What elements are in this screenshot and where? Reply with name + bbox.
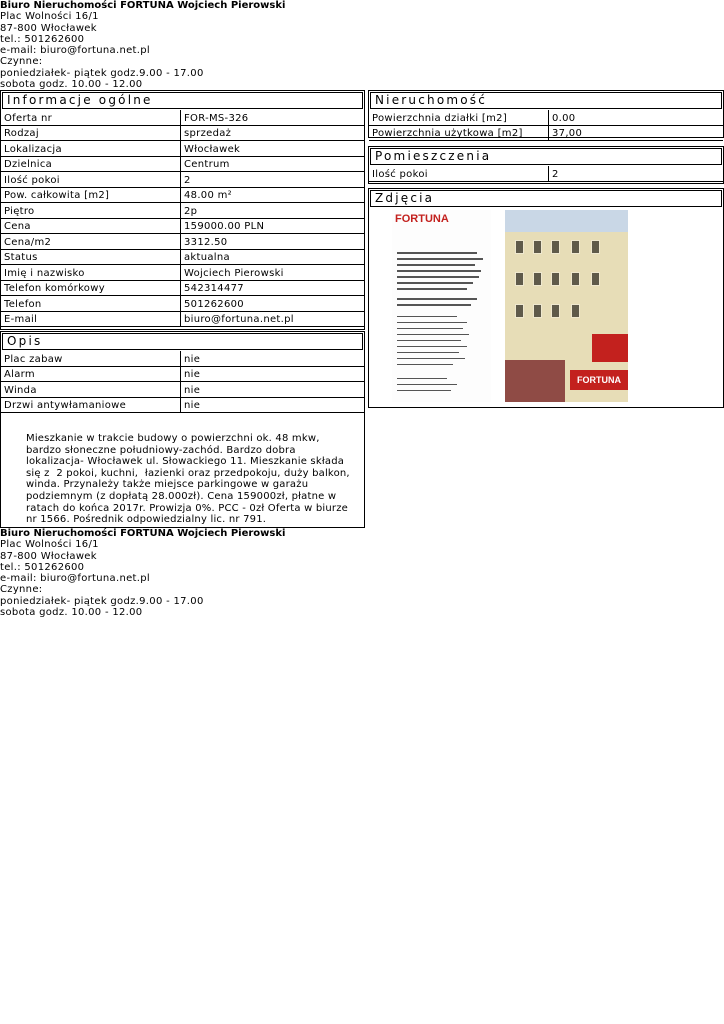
row-label: Cena	[1, 219, 181, 235]
row-label: Telefon komórkowy	[1, 281, 181, 297]
row-value: Wojciech Pierowski	[181, 265, 364, 281]
row-value: 2	[181, 172, 364, 188]
table-row	[1, 126, 364, 142]
property-section	[368, 90, 724, 138]
row-value: 3312.50	[181, 234, 364, 250]
description-section	[0, 331, 365, 528]
row-value: 2p	[181, 203, 364, 219]
general-info-section	[0, 90, 365, 330]
window	[591, 240, 600, 254]
row-value: Centrum	[181, 157, 364, 173]
agency-header	[0, 0, 285, 90]
table-row	[1, 110, 364, 126]
table-row	[1, 312, 364, 328]
building-photo[interactable]	[505, 210, 628, 402]
row-value: aktualna	[181, 250, 364, 266]
agency-address-line1: Plac Wolności 16/1	[0, 11, 99, 23]
row-value: 48.00 m²	[181, 188, 364, 204]
table-row	[369, 166, 723, 182]
agency-address-line2: 87-800 Włocławek	[0, 550, 97, 562]
agency-footer	[0, 528, 285, 618]
row-value: 159000.00 PLN	[181, 219, 364, 235]
rooms-table	[369, 166, 723, 182]
table-row	[1, 281, 364, 297]
row-value: nie	[181, 351, 364, 367]
rooms-title: Pomieszczenia	[370, 148, 722, 165]
table-row	[1, 367, 364, 383]
row-label: Dzielnica	[1, 157, 181, 173]
window	[515, 240, 524, 254]
table-row	[1, 219, 364, 235]
agency-address-line1: Plac Wolności 16/1	[0, 539, 99, 551]
sky	[505, 210, 628, 232]
row-value[interactable]: biuro@fortuna.net.pl	[181, 312, 364, 328]
row-label: E-mail	[1, 312, 181, 328]
promo-arrow	[592, 334, 628, 362]
table-row	[1, 382, 364, 398]
window	[591, 272, 600, 286]
row-label: Plac zabaw	[1, 351, 181, 367]
window	[533, 304, 542, 318]
row-label: Telefon	[1, 296, 181, 312]
row-value: nie	[181, 382, 364, 398]
photo-logo-band: FORTUNA	[570, 370, 628, 390]
rooms-section	[368, 146, 724, 184]
row-value: Włocławek	[181, 141, 364, 157]
row-label: Status	[1, 250, 181, 266]
flyer-logo: FORTUNA	[395, 213, 449, 225]
general-info-title: Informacje ogólne	[2, 92, 363, 109]
window	[533, 272, 542, 286]
window	[515, 272, 524, 286]
agency-address-line2: 87-800 Włocławek	[0, 22, 97, 34]
row-label: Rodzaj	[1, 126, 181, 142]
agency-flyer-image[interactable]	[392, 210, 491, 402]
row-label: Imię i nazwisko	[1, 265, 181, 281]
property-table	[369, 110, 723, 141]
general-info-table	[1, 110, 364, 327]
agency-hours-weekdays: poniedziałek- piątek godz.9.00 - 17.00	[0, 67, 204, 79]
property-title: Nieruchomość	[370, 92, 722, 109]
agency-hours-label: Czynne:	[0, 584, 43, 596]
table-row	[1, 188, 364, 204]
window	[571, 304, 580, 318]
window	[571, 272, 580, 286]
table-row	[1, 398, 364, 414]
row-label: Winda	[1, 382, 181, 398]
window	[551, 240, 560, 254]
agency-hours-saturday: sobota godz. 10.00 - 12.00	[0, 607, 143, 619]
window	[551, 272, 560, 286]
table-row	[369, 110, 723, 126]
row-value: 501262600	[181, 296, 364, 312]
row-label: Cena/m2	[1, 234, 181, 250]
agency-hours-weekdays: poniedziałek- piątek godz.9.00 - 17.00	[0, 595, 204, 607]
table-row	[1, 141, 364, 157]
row-value: 37,00	[549, 126, 723, 142]
window	[515, 304, 524, 318]
row-label: Powierzchnia użytkowa [m2]	[369, 126, 549, 142]
table-row	[1, 250, 364, 266]
row-label: Ilość pokoi	[1, 172, 181, 188]
photos-title: Zdjęcia	[370, 190, 722, 207]
table-row	[1, 172, 364, 188]
agency-hours-label: Czynne:	[0, 56, 43, 68]
row-label: Ilość pokoi	[369, 166, 549, 182]
agency-email: e-mail: biuro@fortuna.net.pl	[0, 45, 150, 57]
features-table	[1, 351, 364, 413]
agency-phone: tel.: 501262600	[0, 561, 85, 573]
row-value: sprzedaż	[181, 126, 364, 142]
table-row	[1, 265, 364, 281]
row-label: Lokalizacja	[1, 141, 181, 157]
row-value: 0.00	[549, 110, 723, 126]
agency-name: Biuro Nieruchomości FORTUNA Wojciech Pierowski	[0, 0, 286, 11]
agency-name: Biuro Nieruchomości FORTUNA Wojciech Pierowski	[0, 528, 286, 539]
row-value: nie	[181, 367, 364, 383]
agency-hours-saturday: sobota godz. 10.00 - 12.00	[0, 79, 143, 91]
table-row	[1, 203, 364, 219]
row-label: Pow. całkowita [m2]	[1, 188, 181, 204]
window	[571, 240, 580, 254]
agency-phone: tel.: 501262600	[0, 33, 85, 45]
row-label: Piętro	[1, 203, 181, 219]
row-label: Oferta nr	[1, 110, 181, 126]
row-label: Alarm	[1, 367, 181, 383]
storefront	[505, 360, 565, 402]
row-value: 2	[549, 166, 723, 182]
table-row	[1, 351, 364, 367]
row-value: nie	[181, 398, 364, 414]
table-row	[1, 296, 364, 312]
window	[533, 240, 542, 254]
table-row	[369, 126, 723, 142]
row-value: 542314477	[181, 281, 364, 297]
agency-email: e-mail: biuro@fortuna.net.pl	[0, 573, 150, 585]
row-label: Drzwi antywłamaniowe	[1, 398, 181, 414]
window	[551, 304, 560, 318]
table-row	[1, 157, 364, 173]
table-row	[1, 234, 364, 250]
row-value: FOR-MS-326	[181, 110, 364, 126]
description-title: Opis	[2, 333, 363, 350]
description-text: Mieszkanie w trakcie budowy o powierzchni ok. 48 mkw, bardzo słoneczne południowy-zachód. Bardzo dobra lokalizacja- Włocławek ul. Słowackiego 11. Mieszkanie składa się z 2 pokoi, kuchni, łazienki oraz przedpokoju, duży balkon, winda. Przynależy także miejsce parkingowe w garażu podziemnym (z dopłatą 28.000zł). Cena 159000zł, płatne w ratach do końca 2017r. Prowizja 0%. PCC - 0zł Oferta w biurze nr 1566. Pośrednik odpowiedzialny lic. nr 791.	[26, 433, 354, 526]
row-label: Powierzchnia działki [m2]	[369, 110, 549, 126]
